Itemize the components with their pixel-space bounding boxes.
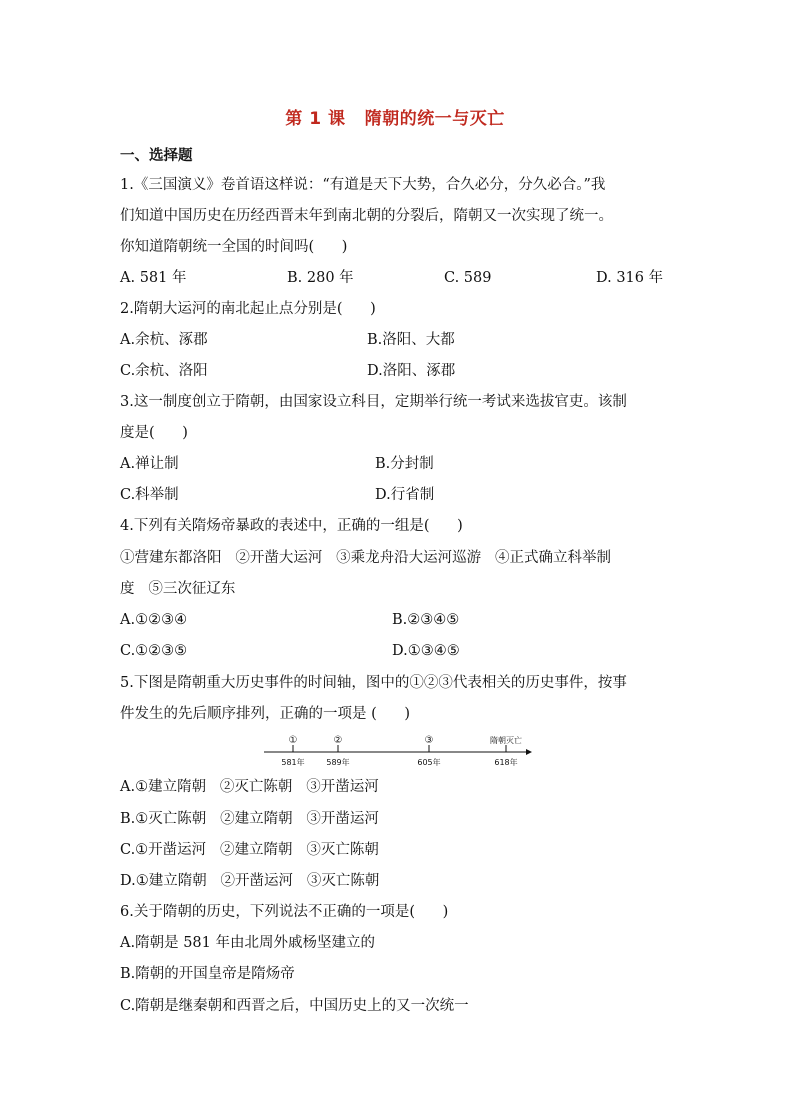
timeline-figure <box>262 732 532 772</box>
q1-line-2: 们知道中国历史在历经西晋末年到南北朝的分裂后，隋朝又一次实现了统一。 <box>120 208 613 224</box>
q6-option-b: B.隋朝的开国皇帝是隋炀帝 <box>120 966 295 982</box>
q1-option-a: A. 581 年 <box>120 270 187 286</box>
q4-option-d: D.①③④⑤ <box>392 643 460 659</box>
q3-line-2: 度是( ) <box>120 425 188 441</box>
timeline-arrowhead <box>526 749 532 755</box>
q5-option-d: D.①建立隋朝 ②开凿运河 ③灭亡陈朝 <box>120 873 380 889</box>
q1-option-b: B. 280 年 <box>287 270 354 286</box>
q3-option-a: A.禅让制 <box>120 456 179 472</box>
q1-option-c: C. 589 <box>444 270 492 286</box>
timeline-marker-2: ② <box>333 735 343 746</box>
timeline-year-2: 589年 <box>326 758 350 767</box>
section-heading: 一、选择题 <box>120 148 193 164</box>
q6-line-1: 6.关于隋朝的历史，下列说法不正确的一项是( ) <box>120 904 449 920</box>
q4-line-2: ①营建东都洛阳 ②开凿大运河 ③乘龙舟沿大运河巡游 ④正式确立科举制 <box>120 550 611 566</box>
timeline-svg <box>262 732 532 772</box>
q4-line-3: 度 ⑤三次征辽东 <box>120 581 236 597</box>
q2-option-c: C.余杭、洛阳 <box>120 363 208 379</box>
q2-line-1: 2.隋朝大运河的南北起止点分别是( ) <box>120 301 376 317</box>
timeline-marker-3: ③ <box>424 735 434 746</box>
q5-option-a: A.①建立隋朝 ②灭亡陈朝 ③开凿运河 <box>120 779 379 795</box>
q5-option-b: B.①灭亡陈朝 ②建立隋朝 ③开凿运河 <box>120 811 379 827</box>
q1-option-d: D. 316 年 <box>596 270 664 286</box>
q3-option-b: B.分封制 <box>375 456 434 472</box>
q4-option-a: A.①②③④ <box>120 612 188 628</box>
q6-option-c: C.隋朝是继秦朝和西晋之后，中国历史上的又一次统一 <box>120 998 469 1014</box>
timeline-year-3: 605年 <box>417 758 441 767</box>
timeline-marker-4: 隋朝灭亡 <box>490 736 522 745</box>
timeline-year-4: 618年 <box>494 758 518 767</box>
q2-option-d: D.洛阳、涿郡 <box>367 363 456 379</box>
q4-option-c: C.①②③⑤ <box>120 643 188 659</box>
timeline-year-1: 581年 <box>281 758 305 767</box>
q1-line-3: 你知道隋朝统一全国的时间吗( ) <box>120 239 348 255</box>
q2-option-a: A.余杭、涿郡 <box>120 332 208 348</box>
q2-option-b: B.洛阳、大都 <box>367 332 455 348</box>
q6-option-a: A.隋朝是 581 年由北周外戚杨坚建立的 <box>120 935 375 951</box>
q4-line-1: 4.下列有关隋炀帝暴政的表述中，正确的一组是( ) <box>120 518 463 534</box>
q3-option-c: C.科举制 <box>120 487 179 503</box>
q5-line-1: 5.下图是隋朝重大历史事件的时间轴，图中的①②③代表相关的历史事件，按事 <box>120 675 627 691</box>
timeline-marker-1: ① <box>288 735 298 746</box>
q3-line-1: 3.这一制度创立于隋朝，由国家设立科目，定期举行统一考试来选拔官吏。该制 <box>120 394 627 410</box>
q1-line-1: 1.《三国演义》卷首语这样说：“有道是天下大势，合久必分，分久必合。”我 <box>120 177 606 193</box>
q5-option-c: C.①开凿运河 ②建立隋朝 ③灭亡陈朝 <box>120 842 379 858</box>
q4-option-b: B.②③④⑤ <box>392 612 460 628</box>
q3-option-d: D.行省制 <box>375 487 435 503</box>
q5-line-2: 件发生的先后顺序排列，正确的一项是 ( ) <box>120 706 411 722</box>
lesson-title: 第 1 课 隋朝的统一与灭亡 <box>285 109 505 129</box>
